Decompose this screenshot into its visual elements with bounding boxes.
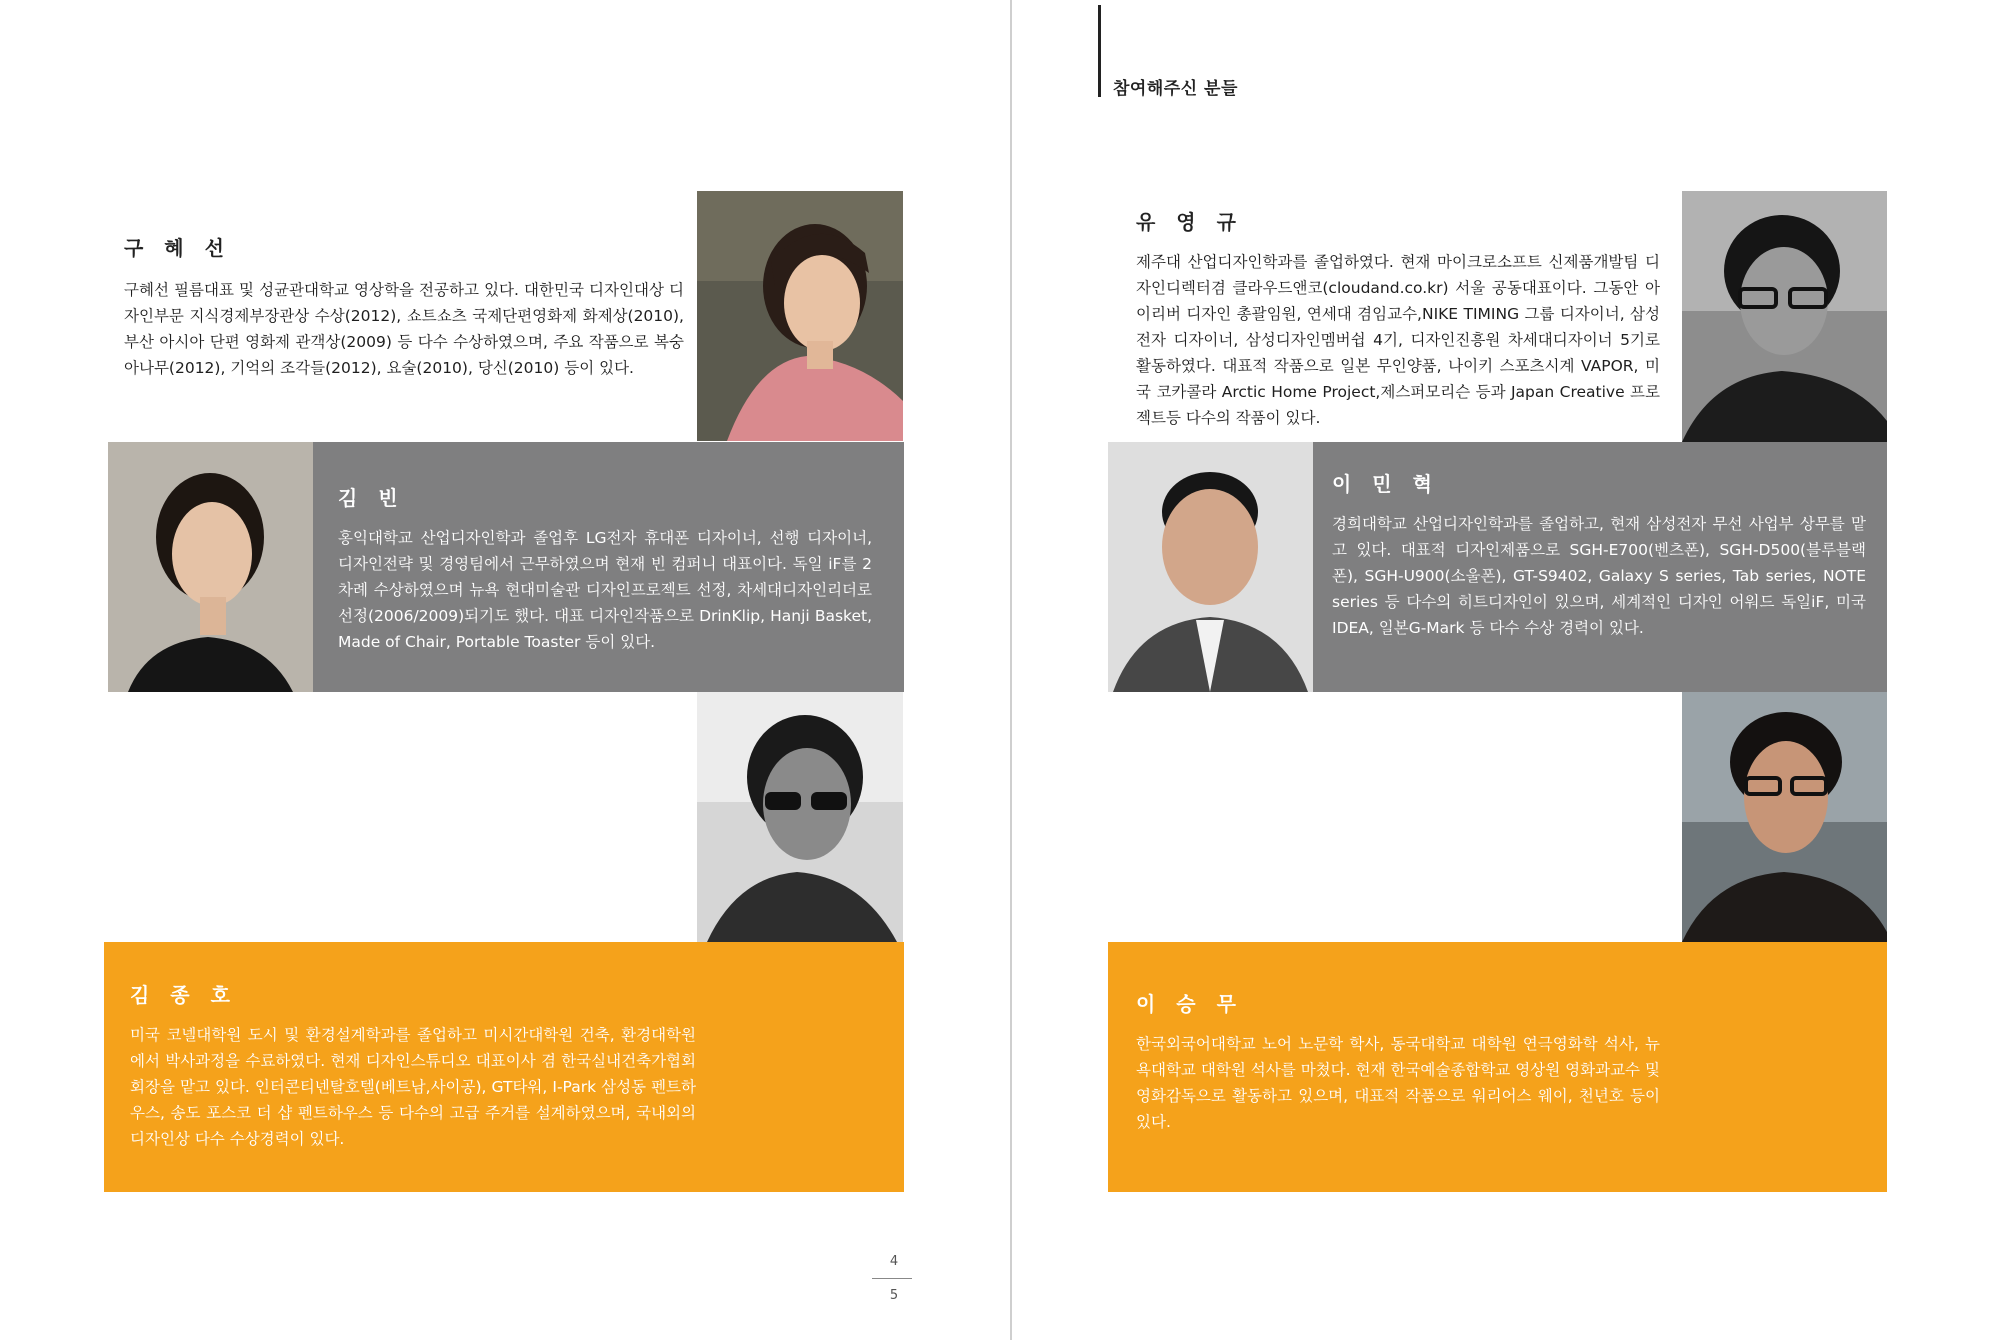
page-number-left: 4 — [889, 1254, 899, 1269]
profile-koo-hye-sun — [124, 232, 684, 381]
profile-name: 유 영 규 — [1136, 210, 1243, 234]
page-number-rule — [872, 1278, 912, 1279]
header-rule — [1098, 5, 1101, 97]
photo-lee-min-hyuk — [1108, 442, 1313, 692]
profile-name: 구 혜 선 — [124, 236, 231, 260]
profile-bio: 한국외국어대학교 노어 노문학 학사, 동국대학교 대학원 연극영화학 석사, 뉴욕대학교 대학원 석사를 마쳤다. 현재 한국예술종합학교 영상원 영화과교수 및 영화감독으로 활동하고 있으며, 대표적 작품으로 워리어스 웨이, 천년호 등이 있다. — [1136, 1035, 1660, 1131]
profile-bio: 제주대 산업디자인학과를 졸업하였다. 현재 마이크로소프트 신제품개발팀 디자인디렉터겸 클라우드앤코(cloudand.co.kr) 서울 공동대표이다. 그동안 아이리버 디자인 총괄임원, 연세대 겸임교수,NIKE TIMING 그룹 디자이너, 삼성전자 디자이너, 삼성디자인멤버쉽 4기, 디자인진흥원 차세대디자이너 5기로 활동하였다. 대표적 작품으로 일본 무인양품, 나이키 스포츠시계 VAPOR, 미국 코카콜라 Arctic Home Project,제스퍼모리슨 등과 Japan Creative 프로젝트등 다수의 작품이 있다. — [1136, 253, 1660, 427]
profile-name: 김 빈 — [338, 486, 405, 510]
profile-name: 김 종 호 — [130, 983, 237, 1007]
profile-bio: 홍익대학교 산업디자인학과 졸업후 LG전자 휴대폰 디자이너, 선행 디자이너, 디자인전략 및 경영팀에서 근무하였으며 현재 빈 컴퍼니 대표이다. 독일 iF를 2차례 수상하였으며 뉴욕 현대미술관 디자인프로젝트 선정, 차세대디자인리더로 선정(2006/2009)되기도 했다. 대표 디자인작품으로 DrinKlip, Hanji Basket, Made of Chair, Portable Toaster 등이 있다. — [338, 529, 872, 651]
page-gutter-divider — [1010, 0, 1012, 1340]
profile-lee-seung-moo — [1136, 988, 1660, 1135]
profile-kim-bin — [338, 482, 872, 655]
section-header-title: 참여해주신 분들 — [1113, 79, 1238, 99]
profile-name: 이 민 혁 — [1332, 472, 1439, 496]
profile-bio: 구혜선 필름대표 및 성균관대학교 영상학을 전공하고 있다. 대한민국 디자인대상 디자인부문 지식경제부장관상 수상(2012), 쇼트쇼츠 국제단편영화제 화제상(2010), 부산 아시아 단편 영화제 관객상(2009) 등 다수 수상하였으며, 주요 작품으로 복숭아나무(2012), 기억의 조각들(2012), 요술(2010), 당신(2010) 등이 있다. — [124, 281, 684, 377]
profile-kim-jong-ho — [130, 979, 696, 1152]
photo-kim-bin — [108, 442, 313, 692]
photo-lee-seung-moo — [1682, 692, 1887, 942]
profile-bio: 미국 코넬대학원 도시 및 환경설계학과를 졸업하고 미시간대학원 건축, 환경대학원에서 박사과정을 수료하였다. 현재 디자인스튜디오 대표이사 겸 한국실내건축가협회 회장을 맡고 있다. 인터콘티넨탈호텔(베트남,사이공), GT타워, I-Park 삼성동 펜트하우스, 송도 포스코 더 샵 펜트하우스 등 다수의 고급 주거를 설계하였으며, 국내외의 디자인상 다수 수상경력이 있다. — [130, 1026, 696, 1148]
profile-name: 이 승 무 — [1136, 992, 1243, 1016]
photo-kim-jong-ho — [697, 692, 903, 942]
page-number-right: 5 — [889, 1288, 899, 1303]
profile-bio: 경희대학교 산업디자인학과를 졸업하고, 현재 삼성전자 무선 사업부 상무를 맡고 있다. 대표적 디자인제품으로 SGH-E700(벤츠폰), SGH-D500(블루블랙폰), SGH-U900(소울폰), GT-S9402, Galaxy S series, Tab series, NOTE series 등 다수의 히트디자인이 있으며, 세계적인 디자인 어워드 독일iF, 미국IDEA, 일본G-Mark 등 다수 수상 경력이 있다. — [1332, 515, 1866, 637]
profile-yoo-young-kyu — [1136, 206, 1660, 431]
photo-koo-hye-sun — [697, 191, 903, 441]
photo-yoo-young-kyu — [1682, 191, 1887, 442]
profile-lee-min-hyuk — [1332, 468, 1866, 641]
